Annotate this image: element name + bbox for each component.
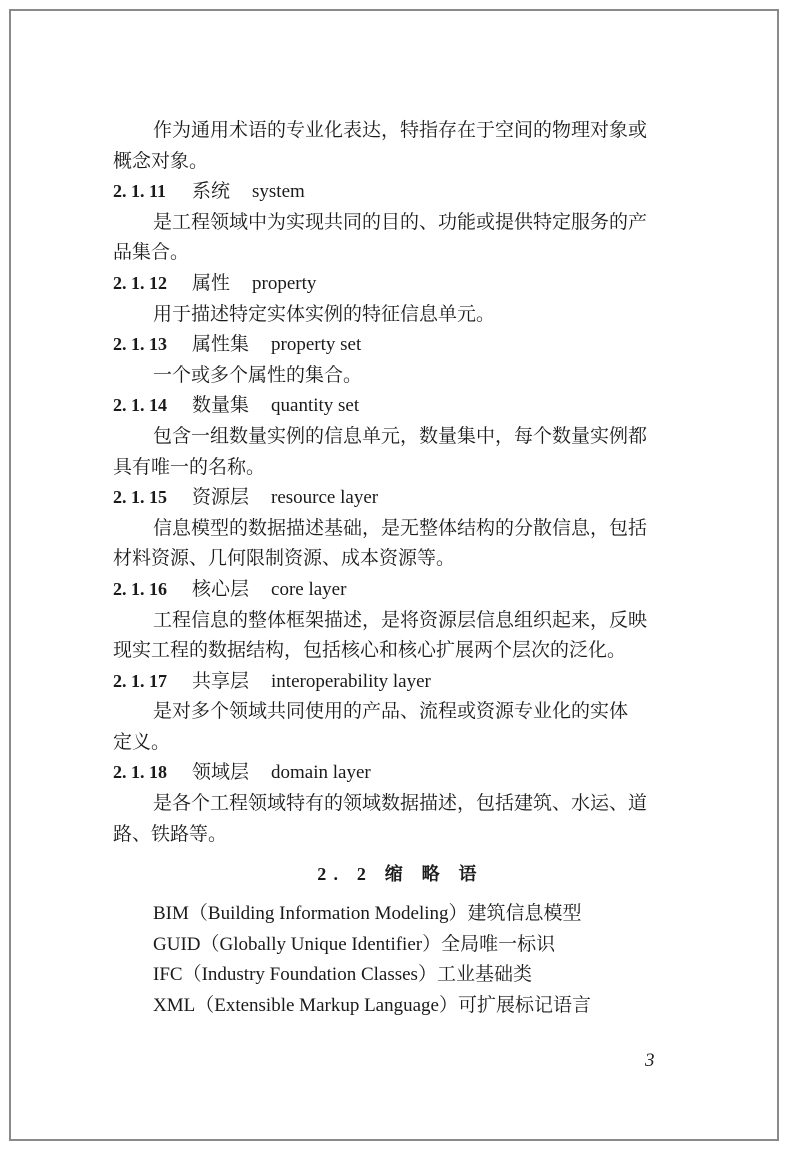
- term-entry: [113, 574, 688, 666]
- term-entry: [113, 757, 688, 849]
- definition-line: 现实工程的数据结构，包括核心和核心扩展两个层次的泛化。: [113, 639, 627, 662]
- term-number: 2. 1. 16: [113, 578, 167, 599]
- term-heading: [113, 482, 688, 513]
- definition-line: 包含一组数量实例的信息单元，数量集中，每个数量实例都: [153, 424, 648, 447]
- term-entry: [113, 482, 688, 574]
- term-heading: [113, 176, 688, 207]
- abbreviation-list: [113, 899, 688, 1021]
- term-entry: [113, 390, 688, 482]
- term-english: domain layer: [271, 762, 371, 784]
- abbreviation-item: XML（Extensible Markup Language）可扩展标记语言: [153, 995, 591, 1017]
- definition-line: 用于描述特定实体实例的特征信息单元。: [153, 302, 496, 325]
- paragraph-line: 作为通用术语的专业化表达，特指存在于空间的物理对象或: [153, 119, 648, 141]
- term-entry: [113, 176, 688, 268]
- abbreviation-item: BIM（Building Information Modeling）建筑信息模型: [153, 903, 582, 925]
- term-english: system: [252, 181, 305, 203]
- definition-line: 工程信息的整体框架描述，是将资源层信息组织起来，反映: [153, 608, 648, 631]
- term-chinese: 资源层: [192, 486, 250, 509]
- term-number: 2. 1. 15: [113, 487, 167, 508]
- term-heading: [113, 757, 688, 788]
- definition-line: 定义。: [113, 730, 171, 753]
- page-content: [113, 115, 688, 1022]
- abbreviation-item: GUID（Globally Unique Identifier）全局唯一标识: [153, 933, 556, 955]
- term-number: 2. 1. 18: [113, 762, 167, 783]
- page-number: 3: [645, 1050, 655, 1071]
- definition-line: 路、铁路等。: [113, 822, 228, 845]
- term-number: 2. 1. 13: [113, 334, 167, 355]
- paragraph-line: 概念对象。: [113, 149, 209, 172]
- definition-line: 材料资源、几何限制资源、成本资源等。: [113, 547, 456, 570]
- term-chinese: 核心层: [192, 577, 250, 600]
- term-number: 2. 1. 11: [113, 181, 167, 202]
- term-entry: [113, 329, 688, 390]
- definition-line: 信息模型的数据描述基础，是无整体结构的分散信息，包括: [153, 516, 648, 539]
- term-entry: [113, 666, 688, 758]
- section-heading: 2. 2 缩 略 语: [317, 864, 484, 885]
- term-english: property set: [271, 334, 362, 356]
- term-english: property: [252, 272, 317, 294]
- term-chinese: 属性集: [192, 333, 250, 356]
- definition-line: 是各个工程领域特有的领域数据描述，包括建筑、水运、道: [153, 792, 648, 815]
- definition-line: 具有唯一的名称。: [113, 455, 266, 478]
- term-chinese: 系统: [192, 180, 231, 203]
- term-english: interoperability layer: [271, 670, 431, 692]
- term-chinese: 属性: [192, 271, 231, 294]
- term-heading: [113, 390, 688, 421]
- term-english: resource layer: [271, 487, 379, 509]
- abbreviation-item: IFC（Industry Foundation Classes）工业基础类: [153, 964, 532, 986]
- term-number: 2. 1. 14: [113, 395, 167, 416]
- term-heading: [113, 574, 688, 605]
- term-english: quantity set: [271, 395, 360, 417]
- term-heading: [113, 666, 688, 697]
- definition-line: 是对多个领域共同使用的产品、流程或资源专业化的实体: [153, 700, 629, 723]
- term-heading: [113, 329, 688, 360]
- term-entry: [113, 268, 688, 329]
- definition-line: 是工程领域中为实现共同的目的、功能或提供特定服务的产: [153, 210, 648, 233]
- term-heading: [113, 268, 688, 299]
- definition-line: 品集合。: [113, 241, 190, 264]
- term-english: core layer: [271, 578, 347, 600]
- term-chinese: 共享层: [192, 669, 250, 692]
- term-chinese: 数量集: [192, 394, 250, 417]
- intro-paragraph: [113, 115, 688, 176]
- definition-line: 一个或多个属性的集合。: [153, 363, 363, 386]
- term-number: 2. 1. 12: [113, 272, 167, 293]
- term-chinese: 领域层: [192, 761, 250, 784]
- term-number: 2. 1. 17: [113, 670, 167, 691]
